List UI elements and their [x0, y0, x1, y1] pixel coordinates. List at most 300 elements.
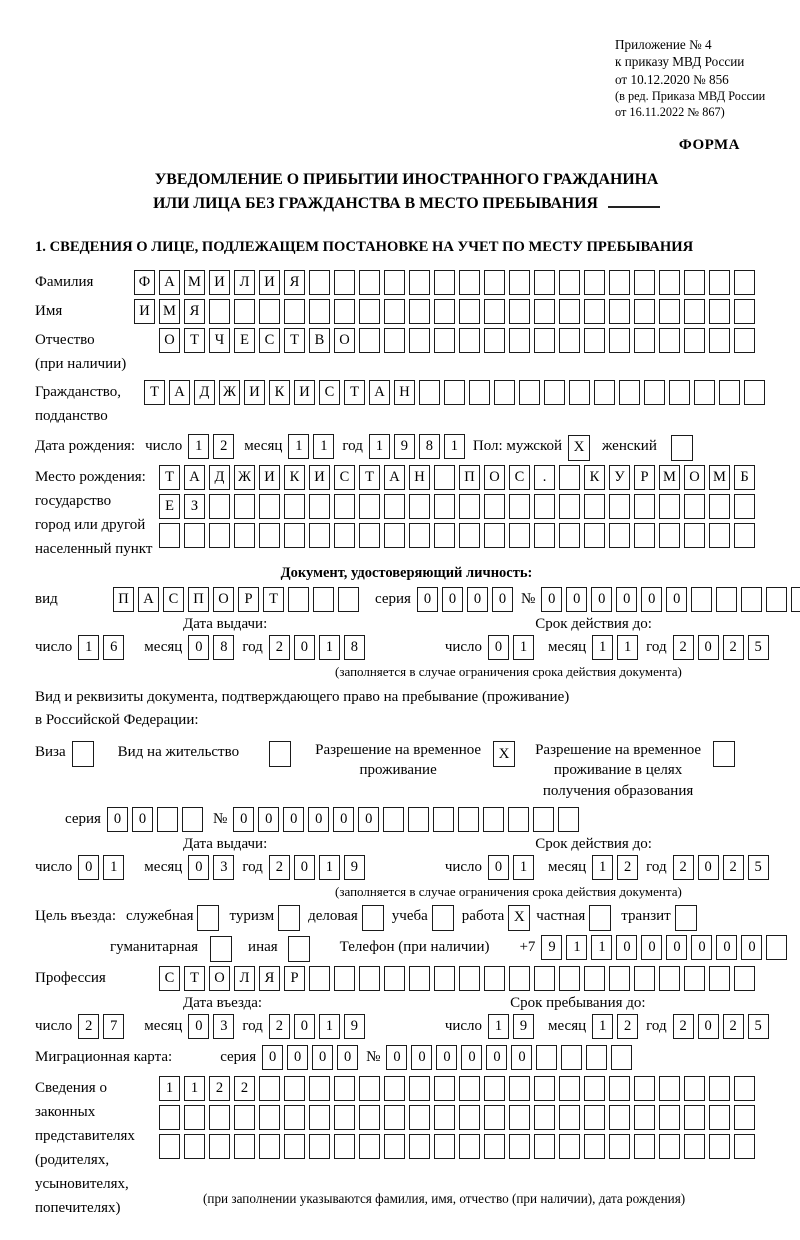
- char-cell[interactable]: 1: [513, 635, 534, 660]
- char-cell[interactable]: [584, 1134, 605, 1159]
- purpose-other-checkbox[interactable]: [288, 936, 310, 962]
- char-cell[interactable]: [359, 523, 380, 548]
- char-cell[interactable]: [534, 1105, 555, 1130]
- char-cell[interactable]: Ж: [219, 380, 240, 405]
- char-cell[interactable]: [409, 523, 430, 548]
- char-cell[interactable]: [634, 299, 655, 324]
- char-cell[interactable]: [544, 380, 565, 405]
- char-cell[interactable]: [609, 1076, 630, 1101]
- char-cell[interactable]: [609, 270, 630, 295]
- char-cell[interactable]: [659, 1105, 680, 1130]
- char-cell[interactable]: 1: [319, 635, 340, 660]
- char-cell[interactable]: М: [184, 270, 205, 295]
- char-cell[interactable]: Ч: [209, 328, 230, 353]
- char-cell[interactable]: [734, 494, 755, 519]
- char-cell[interactable]: 2: [209, 1076, 230, 1101]
- char-cell[interactable]: 0: [666, 935, 687, 960]
- char-cell[interactable]: [434, 494, 455, 519]
- char-cell[interactable]: [659, 1076, 680, 1101]
- char-cell[interactable]: Н: [409, 465, 430, 490]
- char-cell[interactable]: [734, 270, 755, 295]
- char-cell[interactable]: Т: [159, 465, 180, 490]
- char-cell[interactable]: Б: [734, 465, 755, 490]
- char-cell[interactable]: [459, 1105, 480, 1130]
- char-cell[interactable]: [384, 328, 405, 353]
- char-cell[interactable]: 9: [344, 1014, 365, 1039]
- char-cell[interactable]: [559, 966, 580, 991]
- char-cell[interactable]: [634, 523, 655, 548]
- char-cell[interactable]: 8: [419, 434, 440, 459]
- char-cell[interactable]: [209, 299, 230, 324]
- char-cell[interactable]: 0: [641, 935, 662, 960]
- purpose-tourism-checkbox[interactable]: [278, 905, 300, 931]
- char-cell[interactable]: [434, 299, 455, 324]
- char-cell[interactable]: 1: [184, 1076, 205, 1101]
- char-cell[interactable]: [309, 299, 330, 324]
- char-cell[interactable]: [609, 523, 630, 548]
- char-cell[interactable]: [559, 328, 580, 353]
- char-cell[interactable]: [534, 966, 555, 991]
- char-cell[interactable]: [444, 380, 465, 405]
- char-cell[interactable]: [734, 966, 755, 991]
- char-cell[interactable]: [534, 270, 555, 295]
- char-cell[interactable]: [744, 380, 765, 405]
- char-cell[interactable]: [459, 270, 480, 295]
- char-cell[interactable]: 1: [617, 635, 638, 660]
- char-cell[interactable]: Р: [634, 465, 655, 490]
- char-cell[interactable]: Л: [234, 270, 255, 295]
- char-cell[interactable]: [684, 966, 705, 991]
- char-cell[interactable]: [509, 270, 530, 295]
- char-cell[interactable]: [359, 1105, 380, 1130]
- char-cell[interactable]: [259, 494, 280, 519]
- char-cell[interactable]: [584, 494, 605, 519]
- char-cell[interactable]: И: [209, 270, 230, 295]
- purpose-business-checkbox[interactable]: [197, 905, 219, 931]
- char-cell[interactable]: 2: [617, 855, 638, 880]
- char-cell[interactable]: [559, 523, 580, 548]
- char-cell[interactable]: [659, 966, 680, 991]
- char-cell[interactable]: [434, 1134, 455, 1159]
- char-cell[interactable]: [509, 1105, 530, 1130]
- char-cell[interactable]: [659, 299, 680, 324]
- char-cell[interactable]: [734, 299, 755, 324]
- char-cell[interactable]: 0: [333, 807, 354, 832]
- char-cell[interactable]: [234, 494, 255, 519]
- char-cell[interactable]: 0: [698, 855, 719, 880]
- char-cell[interactable]: [559, 1076, 580, 1101]
- char-cell[interactable]: [334, 1134, 355, 1159]
- char-cell[interactable]: [434, 270, 455, 295]
- char-cell[interactable]: [584, 299, 605, 324]
- char-cell[interactable]: [259, 299, 280, 324]
- char-cell[interactable]: [634, 1105, 655, 1130]
- char-cell[interactable]: 1: [313, 434, 334, 459]
- char-cell[interactable]: 5: [748, 1014, 769, 1039]
- char-cell[interactable]: 1: [319, 855, 340, 880]
- char-cell[interactable]: [684, 1076, 705, 1101]
- edu-permit-checkbox[interactable]: [713, 741, 735, 767]
- char-cell[interactable]: К: [269, 380, 290, 405]
- char-cell[interactable]: [659, 1134, 680, 1159]
- char-cell[interactable]: [334, 299, 355, 324]
- char-cell[interactable]: [459, 966, 480, 991]
- char-cell[interactable]: Ж: [234, 465, 255, 490]
- char-cell[interactable]: [359, 1076, 380, 1101]
- char-cell[interactable]: [288, 587, 309, 612]
- char-cell[interactable]: [669, 380, 690, 405]
- char-cell[interactable]: [684, 1105, 705, 1130]
- char-cell[interactable]: [484, 328, 505, 353]
- char-cell[interactable]: [409, 1134, 430, 1159]
- char-cell[interactable]: 0: [262, 1045, 283, 1070]
- char-cell[interactable]: Т: [344, 380, 365, 405]
- char-cell[interactable]: [734, 1134, 755, 1159]
- char-cell[interactable]: [259, 1134, 280, 1159]
- char-cell[interactable]: [384, 494, 405, 519]
- char-cell[interactable]: [609, 328, 630, 353]
- char-cell[interactable]: 1: [444, 434, 465, 459]
- char-cell[interactable]: [561, 1045, 582, 1070]
- char-cell[interactable]: [184, 1134, 205, 1159]
- char-cell[interactable]: [459, 299, 480, 324]
- char-cell[interactable]: [359, 494, 380, 519]
- char-cell[interactable]: [684, 523, 705, 548]
- char-cell[interactable]: [334, 1076, 355, 1101]
- char-cell[interactable]: [584, 1076, 605, 1101]
- char-cell[interactable]: 2: [617, 1014, 638, 1039]
- char-cell[interactable]: [409, 1076, 430, 1101]
- char-cell[interactable]: [684, 494, 705, 519]
- char-cell[interactable]: О: [209, 966, 230, 991]
- char-cell[interactable]: 8: [213, 635, 234, 660]
- char-cell[interactable]: [741, 587, 762, 612]
- char-cell[interactable]: М: [659, 465, 680, 490]
- char-cell[interactable]: [309, 1105, 330, 1130]
- char-cell[interactable]: [609, 1134, 630, 1159]
- char-cell[interactable]: 6: [103, 635, 124, 660]
- char-cell[interactable]: [534, 494, 555, 519]
- char-cell[interactable]: Е: [159, 494, 180, 519]
- char-cell[interactable]: [234, 1134, 255, 1159]
- char-cell[interactable]: [259, 1105, 280, 1130]
- char-cell[interactable]: 2: [78, 1014, 99, 1039]
- char-cell[interactable]: [709, 270, 730, 295]
- char-cell[interactable]: [609, 966, 630, 991]
- char-cell[interactable]: 0: [188, 635, 209, 660]
- purpose-study-checkbox[interactable]: [432, 905, 454, 931]
- char-cell[interactable]: [766, 935, 787, 960]
- char-cell[interactable]: С: [334, 465, 355, 490]
- char-cell[interactable]: [434, 328, 455, 353]
- char-cell[interactable]: [634, 328, 655, 353]
- char-cell[interactable]: [534, 1076, 555, 1101]
- char-cell[interactable]: [584, 523, 605, 548]
- char-cell[interactable]: 0: [698, 635, 719, 660]
- char-cell[interactable]: 1: [592, 635, 613, 660]
- char-cell[interactable]: Р: [284, 966, 305, 991]
- char-cell[interactable]: [509, 328, 530, 353]
- char-cell[interactable]: [734, 328, 755, 353]
- char-cell[interactable]: [534, 299, 555, 324]
- char-cell[interactable]: 0: [616, 935, 637, 960]
- char-cell[interactable]: [159, 523, 180, 548]
- char-cell[interactable]: У: [609, 465, 630, 490]
- char-cell[interactable]: М: [159, 299, 180, 324]
- char-cell[interactable]: [508, 807, 529, 832]
- char-cell[interactable]: [484, 523, 505, 548]
- char-cell[interactable]: И: [244, 380, 265, 405]
- char-cell[interactable]: 0: [461, 1045, 482, 1070]
- char-cell[interactable]: [459, 1134, 480, 1159]
- char-cell[interactable]: О: [213, 587, 234, 612]
- char-cell[interactable]: [484, 1105, 505, 1130]
- char-cell[interactable]: [559, 270, 580, 295]
- char-cell[interactable]: 0: [442, 587, 463, 612]
- visa-checkbox[interactable]: [72, 741, 94, 767]
- char-cell[interactable]: [384, 523, 405, 548]
- char-cell[interactable]: [484, 299, 505, 324]
- char-cell[interactable]: 1: [592, 1014, 613, 1039]
- char-cell[interactable]: [313, 587, 334, 612]
- char-cell[interactable]: [484, 966, 505, 991]
- char-cell[interactable]: [534, 1134, 555, 1159]
- char-cell[interactable]: С: [159, 966, 180, 991]
- char-cell[interactable]: [433, 807, 454, 832]
- char-cell[interactable]: [534, 523, 555, 548]
- char-cell[interactable]: 2: [673, 855, 694, 880]
- char-cell[interactable]: [483, 807, 504, 832]
- char-cell[interactable]: [309, 1134, 330, 1159]
- char-cell[interactable]: 0: [666, 587, 687, 612]
- char-cell[interactable]: [334, 966, 355, 991]
- char-cell[interactable]: [359, 328, 380, 353]
- char-cell[interactable]: Я: [284, 270, 305, 295]
- char-cell[interactable]: 0: [78, 855, 99, 880]
- char-cell[interactable]: 0: [616, 587, 637, 612]
- purpose-private-checkbox[interactable]: [589, 905, 611, 931]
- char-cell[interactable]: [709, 523, 730, 548]
- char-cell[interactable]: [184, 523, 205, 548]
- char-cell[interactable]: И: [309, 465, 330, 490]
- char-cell[interactable]: [709, 494, 730, 519]
- char-cell[interactable]: [609, 494, 630, 519]
- char-cell[interactable]: А: [169, 380, 190, 405]
- char-cell[interactable]: Т: [263, 587, 284, 612]
- char-cell[interactable]: 0: [188, 855, 209, 880]
- char-cell[interactable]: 3: [213, 855, 234, 880]
- char-cell[interactable]: 1: [369, 434, 390, 459]
- char-cell[interactable]: 2: [723, 855, 744, 880]
- char-cell[interactable]: [409, 299, 430, 324]
- char-cell[interactable]: [716, 587, 737, 612]
- char-cell[interactable]: Т: [184, 966, 205, 991]
- char-cell[interactable]: А: [369, 380, 390, 405]
- char-cell[interactable]: [309, 1076, 330, 1101]
- char-cell[interactable]: [384, 270, 405, 295]
- char-cell[interactable]: 2: [269, 1014, 290, 1039]
- char-cell[interactable]: [359, 270, 380, 295]
- char-cell[interactable]: [384, 299, 405, 324]
- char-cell[interactable]: [434, 523, 455, 548]
- char-cell[interactable]: [594, 380, 615, 405]
- char-cell[interactable]: [384, 1076, 405, 1101]
- char-cell[interactable]: [734, 523, 755, 548]
- char-cell[interactable]: 0: [294, 1014, 315, 1039]
- char-cell[interactable]: 0: [283, 807, 304, 832]
- char-cell[interactable]: [709, 1105, 730, 1130]
- char-cell[interactable]: [334, 494, 355, 519]
- char-cell[interactable]: 9: [513, 1014, 534, 1039]
- char-cell[interactable]: [694, 380, 715, 405]
- char-cell[interactable]: С: [259, 328, 280, 353]
- char-cell[interactable]: З: [184, 494, 205, 519]
- char-cell[interactable]: [259, 1076, 280, 1101]
- char-cell[interactable]: [359, 299, 380, 324]
- char-cell[interactable]: 2: [269, 635, 290, 660]
- char-cell[interactable]: [586, 1045, 607, 1070]
- char-cell[interactable]: [209, 1134, 230, 1159]
- char-cell[interactable]: [584, 270, 605, 295]
- char-cell[interactable]: [458, 807, 479, 832]
- char-cell[interactable]: 0: [698, 1014, 719, 1039]
- char-cell[interactable]: 0: [566, 587, 587, 612]
- char-cell[interactable]: 1: [513, 855, 534, 880]
- char-cell[interactable]: 0: [107, 807, 128, 832]
- char-cell[interactable]: 0: [541, 587, 562, 612]
- char-cell[interactable]: А: [138, 587, 159, 612]
- sex-female-checkbox[interactable]: [671, 435, 693, 461]
- char-cell[interactable]: Л: [234, 966, 255, 991]
- char-cell[interactable]: [558, 807, 579, 832]
- char-cell[interactable]: [559, 494, 580, 519]
- char-cell[interactable]: 1: [319, 1014, 340, 1039]
- char-cell[interactable]: 2: [673, 635, 694, 660]
- char-cell[interactable]: Я: [184, 299, 205, 324]
- char-cell[interactable]: [509, 966, 530, 991]
- char-cell[interactable]: [309, 494, 330, 519]
- char-cell[interactable]: 1: [592, 855, 613, 880]
- char-cell[interactable]: [284, 1076, 305, 1101]
- char-cell[interactable]: 2: [213, 434, 234, 459]
- char-cell[interactable]: 9: [541, 935, 562, 960]
- char-cell[interactable]: И: [134, 299, 155, 324]
- char-cell[interactable]: 0: [492, 587, 513, 612]
- char-cell[interactable]: Т: [184, 328, 205, 353]
- char-cell[interactable]: С: [163, 587, 184, 612]
- char-cell[interactable]: [484, 494, 505, 519]
- char-cell[interactable]: 0: [436, 1045, 457, 1070]
- char-cell[interactable]: 1: [566, 935, 587, 960]
- char-cell[interactable]: 1: [188, 434, 209, 459]
- char-cell[interactable]: [484, 270, 505, 295]
- char-cell[interactable]: [766, 587, 787, 612]
- char-cell[interactable]: 7: [103, 1014, 124, 1039]
- char-cell[interactable]: 0: [486, 1045, 507, 1070]
- char-cell[interactable]: И: [259, 465, 280, 490]
- char-cell[interactable]: [659, 328, 680, 353]
- char-cell[interactable]: Е: [234, 328, 255, 353]
- char-cell[interactable]: Т: [144, 380, 165, 405]
- char-cell[interactable]: [509, 1076, 530, 1101]
- char-cell[interactable]: Р: [238, 587, 259, 612]
- char-cell[interactable]: 5: [748, 635, 769, 660]
- char-cell[interactable]: [284, 1134, 305, 1159]
- char-cell[interactable]: [409, 966, 430, 991]
- char-cell[interactable]: О: [684, 465, 705, 490]
- char-cell[interactable]: К: [584, 465, 605, 490]
- char-cell[interactable]: [634, 270, 655, 295]
- char-cell[interactable]: [536, 1045, 557, 1070]
- char-cell[interactable]: А: [159, 270, 180, 295]
- char-cell[interactable]: [619, 380, 640, 405]
- char-cell[interactable]: [659, 494, 680, 519]
- char-cell[interactable]: 2: [673, 1014, 694, 1039]
- purpose-humanitarian-checkbox[interactable]: [210, 936, 232, 962]
- char-cell[interactable]: [709, 299, 730, 324]
- char-cell[interactable]: 2: [723, 1014, 744, 1039]
- char-cell[interactable]: [584, 1105, 605, 1130]
- char-cell[interactable]: [684, 1134, 705, 1159]
- char-cell[interactable]: [459, 523, 480, 548]
- char-cell[interactable]: [484, 1076, 505, 1101]
- char-cell[interactable]: [459, 328, 480, 353]
- char-cell[interactable]: [484, 1134, 505, 1159]
- title-blank-underline[interactable]: [608, 192, 660, 208]
- char-cell[interactable]: [209, 494, 230, 519]
- char-cell[interactable]: [494, 380, 515, 405]
- char-cell[interactable]: В: [309, 328, 330, 353]
- char-cell[interactable]: 0: [294, 635, 315, 660]
- char-cell[interactable]: 0: [716, 935, 737, 960]
- char-cell[interactable]: [419, 380, 440, 405]
- char-cell[interactable]: [434, 1105, 455, 1130]
- residence-permit-checkbox[interactable]: [269, 741, 291, 767]
- char-cell[interactable]: 0: [132, 807, 153, 832]
- char-cell[interactable]: 0: [188, 1014, 209, 1039]
- char-cell[interactable]: [509, 494, 530, 519]
- char-cell[interactable]: [259, 523, 280, 548]
- char-cell[interactable]: 0: [337, 1045, 358, 1070]
- char-cell[interactable]: Н: [394, 380, 415, 405]
- purpose-commercial-checkbox[interactable]: [362, 905, 384, 931]
- char-cell[interactable]: Т: [284, 328, 305, 353]
- char-cell[interactable]: [434, 966, 455, 991]
- char-cell[interactable]: О: [334, 328, 355, 353]
- char-cell[interactable]: [334, 1105, 355, 1130]
- char-cell[interactable]: [691, 587, 712, 612]
- char-cell[interactable]: [459, 1076, 480, 1101]
- char-cell[interactable]: [284, 1105, 305, 1130]
- char-cell[interactable]: С: [319, 380, 340, 405]
- char-cell[interactable]: [709, 1076, 730, 1101]
- char-cell[interactable]: 0: [488, 855, 509, 880]
- char-cell[interactable]: [559, 1105, 580, 1130]
- char-cell[interactable]: А: [184, 465, 205, 490]
- char-cell[interactable]: [509, 299, 530, 324]
- char-cell[interactable]: [644, 380, 665, 405]
- char-cell[interactable]: [559, 1134, 580, 1159]
- char-cell[interactable]: 0: [233, 807, 254, 832]
- char-cell[interactable]: 0: [258, 807, 279, 832]
- char-cell[interactable]: [409, 328, 430, 353]
- char-cell[interactable]: [509, 523, 530, 548]
- char-cell[interactable]: [384, 1105, 405, 1130]
- char-cell[interactable]: [384, 1134, 405, 1159]
- char-cell[interactable]: 2: [269, 855, 290, 880]
- char-cell[interactable]: [359, 966, 380, 991]
- char-cell[interactable]: [409, 494, 430, 519]
